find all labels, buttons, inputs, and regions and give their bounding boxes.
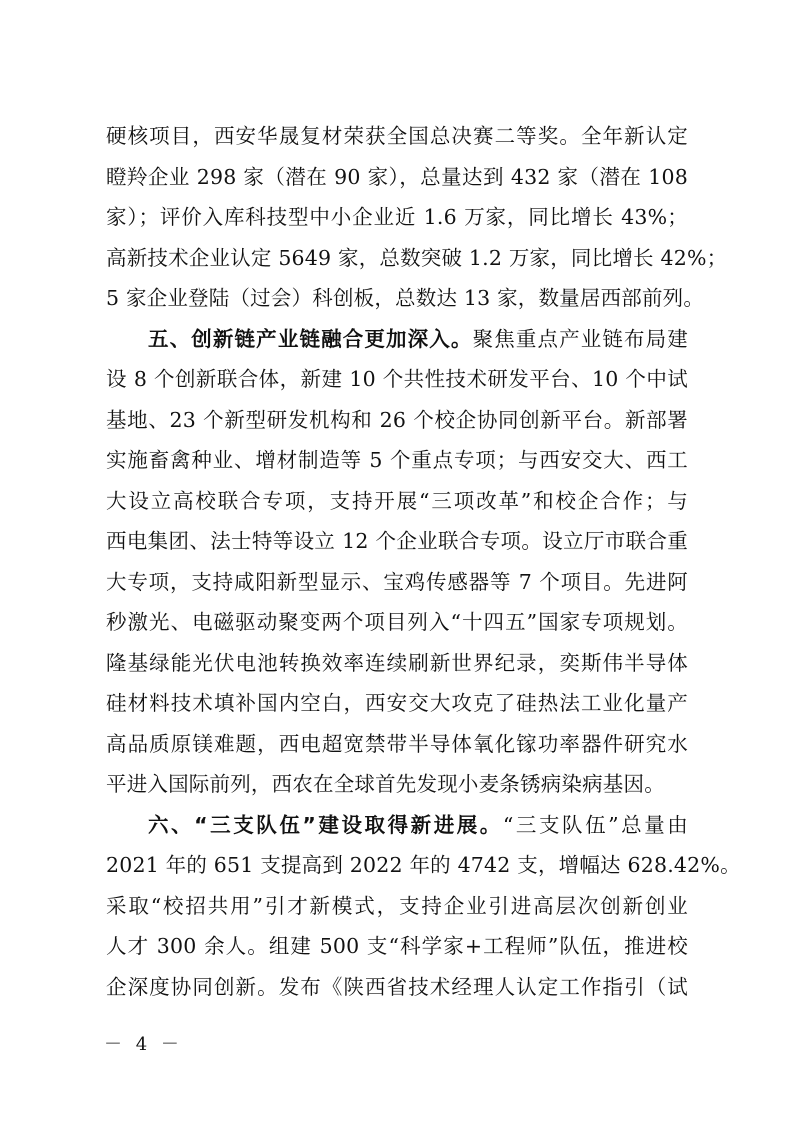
section-six-text: “三支队伍”总量由 <box>502 812 688 837</box>
text-line: 瞪羚企业 298 家（潜在 90 家），总量达到 432 家（潜在 108 <box>106 164 688 189</box>
section-five-heading: 五、创新链产业链融合更加深入。 <box>148 326 473 351</box>
page-number: － 4 － <box>104 1034 183 1055</box>
section-six-heading: 六、“三支队伍”建设取得新进展。 <box>148 812 503 837</box>
text-line: 5 家企业登陆（过会）科创板，总数达 13 家，数量居西部前列。 <box>106 286 705 310</box>
text-line: 高新技术企业认定 5649 家，总数突破 1.2 万家，同比增长 42%； <box>106 245 728 270</box>
text-line: 大专项，支持咸阳新型显示、宝鸡传感器等 7 个项目。先进阿 <box>106 569 688 594</box>
text-line: 硅材料技术填补国内空白，西安交大攻克了硅热法工业化量产 <box>106 691 688 715</box>
text-line: 家）；评价入库科技型中小企业近 1.6 万家，同比增长 43%； <box>106 205 688 229</box>
text-line: 实施畜禽种业、增材制造等 5 个重点专项；与西安交大、西工 <box>106 448 688 472</box>
text-line: 人才 300 余人。组建 500 支“科学家+工程师”队伍，推进校 <box>106 934 688 958</box>
section-five-first-line <box>106 319 688 360</box>
text-line: 隆基绿能光伏电池转换效率连续刷新世界纪录，奕斯伟半导体 <box>106 650 688 675</box>
text-line: 平进入国际前列，西农在全球首先发现小麦条锈病染病基因。 <box>106 772 665 796</box>
text-line: 基地、23 个新型研发机构和 26 个校企协同创新平台。新部署 <box>106 407 688 432</box>
text-line: 2021 年的 651 支提高到 2022 年的 4742 支，增幅达 628.42%。 <box>106 853 741 877</box>
text-line: 设 8 个创新联合体，新建 10 个共性技术研发平台、10 个中试 <box>106 367 688 391</box>
text-line: 硬核项目，西安华晟复材荣获全国总决赛二等奖。全年新认定 <box>106 124 688 148</box>
text-line: 高品质原镁难题，西电超宽禁带半导体氧化镓功率器件研究水 <box>106 731 688 756</box>
section-five-text: 聚焦重点产业链布局建 <box>472 326 688 351</box>
text-line: 秒激光、电磁驱动聚变两个项目列入“十四五”国家专项规划。 <box>106 610 688 634</box>
document-body <box>106 116 741 1007</box>
text-line: 企深度协同创新。发布《陕西省技术经理人认定工作指引（试 <box>106 974 688 999</box>
text-line: 西电集团、法士特等设立 12 个企业联合专项。设立厅市联合重 <box>106 529 688 553</box>
text-line: 采取“校招共用”引才新模式，支持企业引进高层次创新创业 <box>106 893 688 918</box>
section-six-first-line <box>106 805 688 846</box>
text-line: 大设立高校联合专项，支持开展“三项改革”和校企合作；与 <box>106 488 688 513</box>
